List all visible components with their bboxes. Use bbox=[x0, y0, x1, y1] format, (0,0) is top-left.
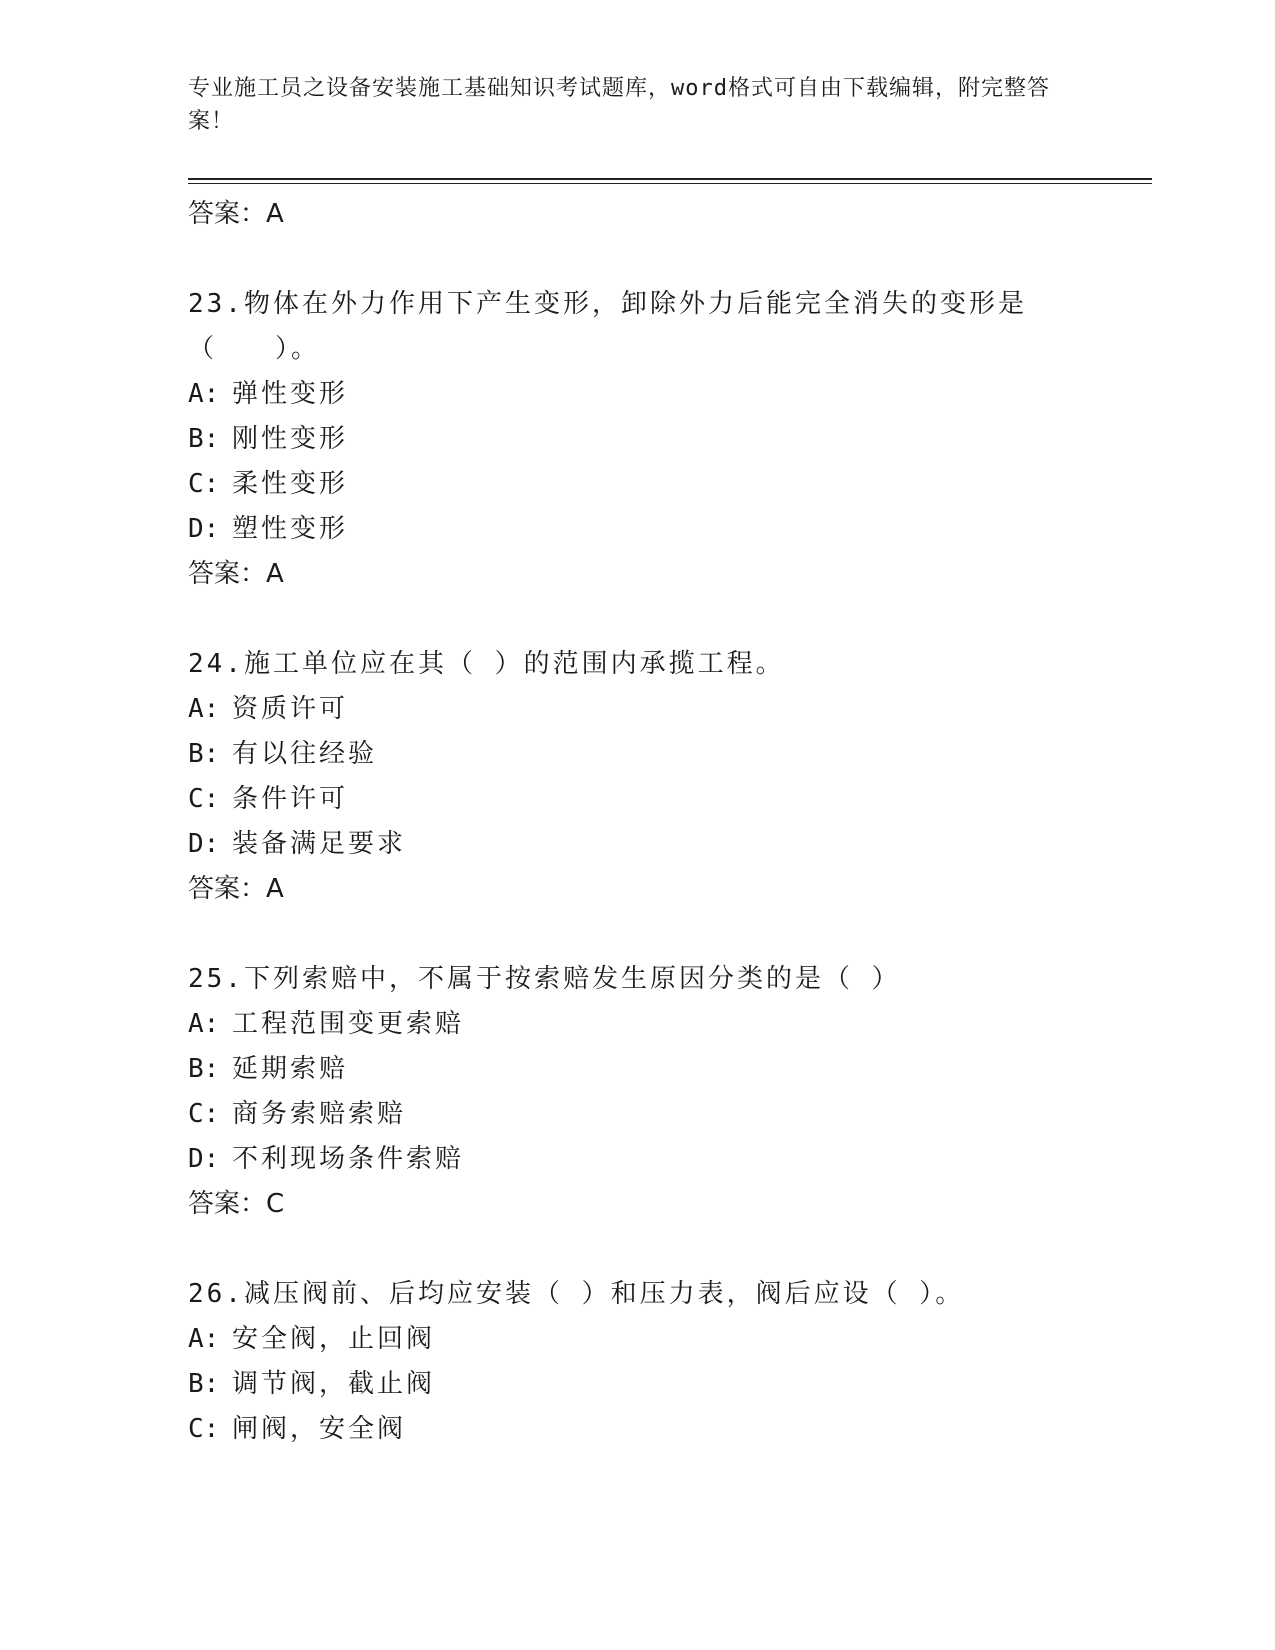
option-key: C: bbox=[188, 1099, 220, 1129]
question-list bbox=[188, 192, 1088, 1452]
option-key: C: bbox=[188, 784, 220, 814]
answer-line: 答案：A bbox=[188, 559, 284, 589]
option-key: C: bbox=[188, 469, 220, 499]
question-block bbox=[188, 642, 1088, 911]
question-block bbox=[188, 1272, 1088, 1452]
option-text: 延期索赔 bbox=[232, 1054, 349, 1084]
option-text: 装备满足要求 bbox=[232, 829, 407, 859]
option-key: A: bbox=[188, 694, 220, 724]
option-key: B: bbox=[188, 739, 220, 769]
header-divider bbox=[188, 178, 1152, 184]
option-key: B: bbox=[188, 1369, 220, 1399]
option-a bbox=[188, 687, 1088, 732]
option-key: A: bbox=[188, 1009, 220, 1039]
option-key: D: bbox=[188, 1144, 220, 1174]
option-key: D: bbox=[188, 514, 220, 544]
option-text: 调节阀，截止阀 bbox=[232, 1369, 436, 1399]
question-block bbox=[188, 282, 1088, 596]
option-text: 安全阀，止回阀 bbox=[232, 1324, 436, 1354]
answer-line: 答案：C bbox=[188, 1189, 285, 1219]
option-key: D: bbox=[188, 829, 220, 859]
option-key: B: bbox=[188, 424, 220, 454]
answer-line: 答案：A bbox=[188, 199, 284, 229]
question-title: 23.物体在外力作用下产生变形，卸除外力后能完全消失的变形是（ ）。 bbox=[188, 289, 1027, 364]
option-text: 资质许可 bbox=[232, 694, 349, 724]
option-b bbox=[188, 417, 1088, 462]
question-title: 25.下列索赔中，不属于按索赔发生原因分类的是（ ） bbox=[188, 964, 901, 994]
option-text: 刚性变形 bbox=[232, 424, 349, 454]
option-d bbox=[188, 507, 1088, 552]
option-key: B: bbox=[188, 1054, 220, 1084]
option-c bbox=[188, 1092, 1088, 1137]
option-text: 有以往经验 bbox=[232, 739, 378, 769]
option-b bbox=[188, 1047, 1088, 1092]
answer-line: 答案：A bbox=[188, 874, 284, 904]
option-a bbox=[188, 372, 1088, 417]
question-title: 24.施工单位应在其（ ）的范围内承揽工程。 bbox=[188, 649, 785, 679]
question-title: 26.减压阀前、后均应安装（ ）和压力表，阀后应设（ ）。 bbox=[188, 1279, 965, 1309]
option-text: 条件许可 bbox=[232, 784, 349, 814]
option-text: 弹性变形 bbox=[232, 379, 349, 409]
question-block bbox=[188, 957, 1088, 1226]
option-key: A: bbox=[188, 1324, 220, 1354]
option-a bbox=[188, 1317, 1088, 1362]
option-text: 塑性变形 bbox=[232, 514, 349, 544]
option-b bbox=[188, 732, 1088, 777]
option-c bbox=[188, 462, 1088, 507]
document-header: 专业施工员之设备安装施工基础知识考试题库，word格式可自由下载编辑，附完整答案！ bbox=[188, 76, 1050, 134]
option-d bbox=[188, 822, 1088, 867]
option-c bbox=[188, 1407, 1088, 1452]
option-text: 商务索赔索赔 bbox=[232, 1099, 407, 1129]
option-text: 工程范围变更索赔 bbox=[232, 1009, 465, 1039]
option-text: 不利现场条件索赔 bbox=[232, 1144, 465, 1174]
option-d bbox=[188, 1137, 1088, 1182]
option-c bbox=[188, 777, 1088, 822]
option-b bbox=[188, 1362, 1088, 1407]
option-key: C: bbox=[188, 1414, 220, 1444]
option-a bbox=[188, 1002, 1088, 1047]
option-text: 柔性变形 bbox=[232, 469, 349, 499]
option-key: A: bbox=[188, 379, 220, 409]
option-text: 闸阀，安全阀 bbox=[232, 1414, 407, 1444]
